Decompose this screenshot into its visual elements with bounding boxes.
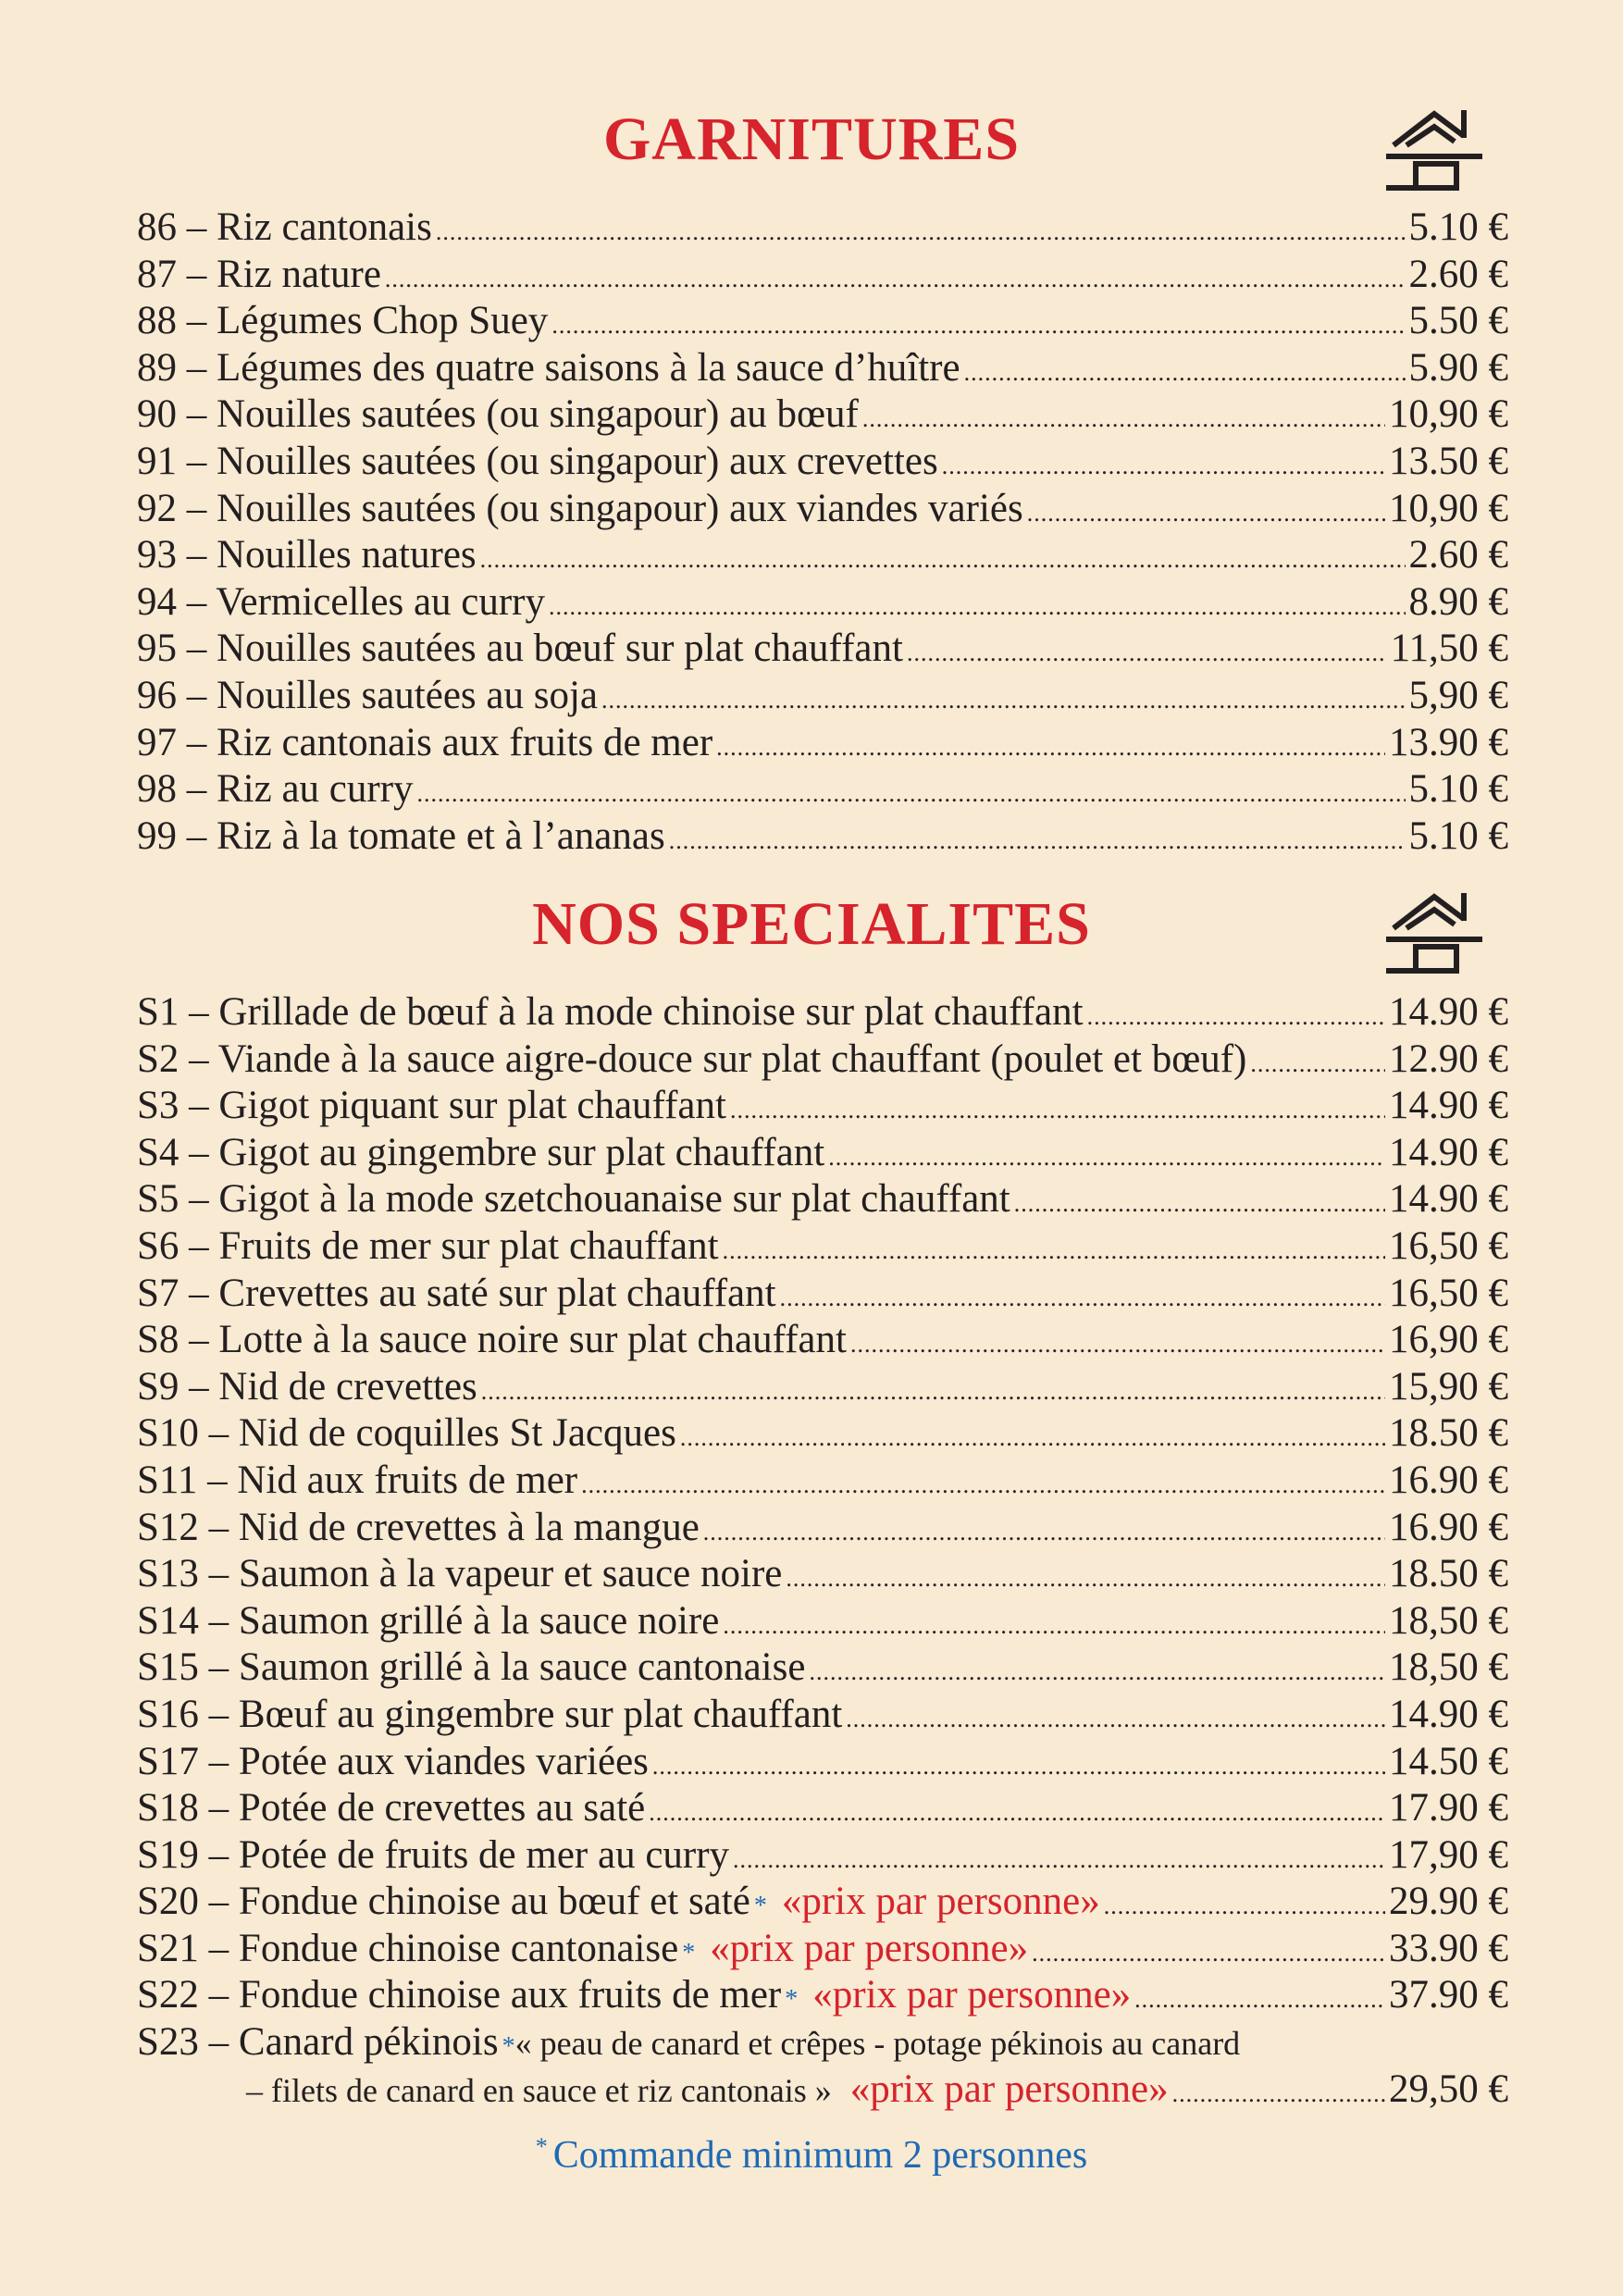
specialites-title: NOS SPECIALITES — [532, 890, 1091, 958]
menu-item-s23 — [137, 2019, 1508, 2066]
price-note: «prix par personne» — [710, 1926, 1029, 1970]
item-label: S17 – Potée aux viandes variées — [137, 1739, 649, 1783]
item-label: S7 – Crevettes au saté sur plat chauffant — [137, 1271, 776, 1315]
item-price: 14.90 € — [1389, 1084, 1508, 1128]
item-price: 16.90 € — [1389, 1458, 1508, 1502]
item-label: 95 – Nouilles sautées au bœuf sur plat chauffant — [137, 627, 903, 671]
dot-leader — [723, 1228, 1385, 1275]
item-label: 86 – Riz cantonais — [137, 205, 432, 249]
menu-item — [137, 1785, 1508, 1832]
dot-leader — [809, 1649, 1385, 1696]
item-price: 11,50 € — [1390, 627, 1508, 671]
dot-leader — [549, 584, 1405, 631]
dot-leader — [862, 396, 1385, 443]
house-logo-svg — [1386, 108, 1482, 192]
item-label: 97 – Riz cantonais aux fruits de mer — [137, 720, 713, 764]
dot-leader — [436, 209, 1406, 256]
dot-leader — [649, 1790, 1385, 1837]
dot-leader — [581, 1462, 1385, 1509]
item-label: S2 – Viande à la sauce aigre-douce sur plat chauffant (poulet et bœuf) — [137, 1036, 1247, 1081]
dot-leader — [786, 1556, 1385, 1603]
menu-item — [137, 1458, 1508, 1505]
item-label: 96 – Nouilles sautées au soja — [137, 673, 598, 717]
item-price: 18.50 € — [1389, 1411, 1508, 1456]
item-label: S15 – Saumon grillé à la sauce cantonaise — [137, 1645, 806, 1690]
menu-item — [137, 1972, 1508, 2019]
item-label: 92 – Nouilles sautées (ou singapour) aux viandes variés — [137, 486, 1023, 530]
menu-item — [137, 439, 1508, 486]
menu-item — [137, 1505, 1508, 1552]
item-label: S21 – Fondue chinoise cantonaise — [137, 1926, 679, 1970]
item-price: 5.50 € — [1408, 299, 1508, 343]
dot-leader — [780, 1275, 1385, 1322]
dot-leader — [907, 630, 1387, 677]
item-price: 8.90 € — [1408, 579, 1508, 624]
house-logo-svg — [1386, 891, 1482, 974]
item-label: S13 – Saumon à la vapeur et sauce noire — [137, 1552, 783, 1596]
item-price: 33.90 € — [1389, 1926, 1508, 1970]
menu-item — [137, 1832, 1508, 1880]
dot-leader — [551, 303, 1405, 350]
item-price: 2.60 € — [1408, 252, 1508, 296]
menu-item-s23-continued — [137, 2066, 1508, 2114]
item-label: 93 – Nouilles natures — [137, 533, 477, 577]
item-label: S10 – Nid de coquilles St Jacques — [137, 1411, 676, 1456]
menu-item — [137, 1644, 1508, 1692]
menu-item — [137, 813, 1508, 861]
item-label: 89 – Légumes des quatre saisons à la sauce d’huître — [137, 345, 960, 390]
item-price: 29.90 € — [1389, 1880, 1508, 1924]
footnote-asterisk: * — [535, 2133, 548, 2160]
item-label: 87 – Riz nature — [137, 252, 381, 296]
item-label: S3 – Gigot piquant sur plat chauffant — [137, 1084, 726, 1128]
menu-item — [137, 1410, 1508, 1458]
item-price: 5.10 € — [1408, 205, 1508, 249]
item-label: 98 – Riz au curry — [137, 767, 414, 812]
dot-leader — [964, 350, 1406, 397]
dot-leader — [1032, 1930, 1385, 1978]
price-note: «prix par personne» — [781, 1880, 1100, 1924]
menu-item — [137, 1739, 1508, 1786]
item-label: S23 – Canard pékinois — [137, 2020, 499, 2065]
item-price: 37.90 € — [1389, 1973, 1508, 2017]
menu-item — [137, 252, 1508, 299]
item-price: 14.90 € — [1389, 1130, 1508, 1174]
menu-item — [137, 579, 1508, 627]
item-price: 14.90 € — [1389, 990, 1508, 1034]
dot-leader — [652, 1744, 1385, 1791]
dot-leader — [680, 1415, 1385, 1462]
item-label: S4 – Gigot au gingembre sur plat chauffant — [137, 1130, 825, 1174]
item-price: 18,50 € — [1389, 1645, 1508, 1690]
item-price: 16,90 € — [1389, 1318, 1508, 1362]
menu-item — [137, 532, 1508, 579]
menu-item — [137, 391, 1508, 439]
item-label: S12 – Nid de crevettes à la mangue — [137, 1505, 700, 1549]
item-label: 90 – Nouilles sautées (ou singapour) au bœuf — [137, 392, 859, 437]
item-price: 29,50 € — [1389, 2066, 1508, 2111]
asterisk: * — [682, 1938, 696, 1967]
menu-item — [137, 1598, 1508, 1645]
item-label: 94 – Vermicelles au curry — [137, 579, 546, 624]
menu-item — [137, 1879, 1508, 1926]
dot-leader — [1250, 1041, 1385, 1088]
item-price: 13.90 € — [1389, 720, 1508, 764]
item-price: 5,90 € — [1408, 673, 1508, 717]
item-price: 17.90 € — [1389, 1786, 1508, 1831]
menu-item — [137, 1036, 1508, 1084]
menu-item — [137, 1317, 1508, 1364]
item-label: S16 – Bœuf au gingembre sur plat chauffant — [137, 1692, 843, 1736]
menu-item — [137, 1223, 1508, 1271]
item-label: 88 – Légumes Chop Suey — [137, 299, 549, 343]
dot-leader — [723, 1603, 1385, 1650]
dot-leader — [480, 537, 1406, 584]
menu-item — [137, 1364, 1508, 1411]
menu-item — [137, 673, 1508, 720]
menu-item — [137, 989, 1508, 1036]
dot-leader — [385, 256, 1406, 304]
item-price: 10,90 € — [1389, 486, 1508, 530]
menu-item — [137, 720, 1508, 767]
dot-leader — [716, 725, 1385, 772]
menu-item — [137, 1551, 1508, 1598]
dot-leader — [850, 1322, 1385, 1369]
item-price: 10,90 € — [1389, 392, 1508, 437]
dot-leader — [1014, 1181, 1385, 1228]
item-price: 12.90 € — [1389, 1036, 1508, 1081]
item-label: S5 – Gigot à la mode szetchouanaise sur plat chauffant — [137, 1177, 1010, 1222]
asterisk: * — [753, 1892, 767, 1921]
price-note: «prix par personne» — [812, 1973, 1132, 2017]
item-price: 5.10 € — [1408, 813, 1508, 858]
dot-leader — [1172, 2071, 1385, 2118]
fondues-items — [137, 1879, 1508, 2019]
item-label: S18 – Potée de crevettes au saté — [137, 1786, 646, 1831]
menu-item — [137, 1130, 1508, 1177]
item-price: 15,90 € — [1389, 1364, 1508, 1409]
menu-item — [137, 1176, 1508, 1223]
specialites-list — [137, 989, 1508, 2113]
menu-item — [137, 1083, 1508, 1130]
item-label: S1 – Grillade de bœuf à la mode chinoise sur plat chauffant — [137, 990, 1084, 1034]
asterisk: * — [785, 1985, 799, 2015]
item-label: S14 – Saumon grillé à la sauce noire — [137, 1598, 720, 1643]
dot-leader — [942, 443, 1385, 490]
s23-description-line1: « peau de canard et crêpes - potage pékinois au canard — [514, 2025, 1241, 2063]
item-label: 91 – Nouilles sautées (ou singapour) aux crevettes — [137, 439, 938, 483]
item-price: 14.90 € — [1389, 1692, 1508, 1736]
specialites-items — [137, 989, 1508, 1879]
item-label: S8 – Lotte à la sauce noire sur plat chauffant — [137, 1318, 847, 1362]
menu-item — [137, 205, 1508, 252]
dot-leader — [481, 1369, 1385, 1416]
item-label: S20 – Fondue chinoise au bœuf et saté — [137, 1880, 750, 1924]
item-price: 17,90 € — [1389, 1832, 1508, 1877]
menu-item — [137, 766, 1508, 813]
footnote — [0, 2133, 1623, 2178]
dot-leader — [733, 1837, 1385, 1884]
item-price: 13.50 € — [1389, 439, 1508, 483]
menu-item — [137, 1271, 1508, 1318]
item-price: 14.90 € — [1389, 1177, 1508, 1222]
garnitures-title: GARNITURES — [602, 105, 1021, 173]
item-label: S19 – Potée de fruits de mer au curry — [137, 1832, 730, 1877]
menu-item — [137, 345, 1508, 392]
dot-leader — [1087, 994, 1385, 1041]
dot-leader — [1027, 490, 1385, 538]
item-price: 5.10 € — [1408, 767, 1508, 812]
item-price: 16.90 € — [1389, 1505, 1508, 1549]
item-price: 18.50 € — [1389, 1552, 1508, 1596]
item-price: 2.60 € — [1408, 533, 1508, 577]
asterisk: * — [502, 2032, 515, 2062]
item-price: 14.50 € — [1389, 1739, 1508, 1783]
dot-leader — [703, 1509, 1385, 1557]
house-logo-icon — [1386, 108, 1482, 192]
menu-item — [137, 626, 1508, 673]
item-label: S9 – Nid de crevettes — [137, 1364, 477, 1409]
item-label: S6 – Fruits de mer sur plat chauffant — [137, 1223, 719, 1268]
dot-leader — [1134, 1977, 1385, 2024]
menu-item — [137, 298, 1508, 345]
item-price: 18,50 € — [1389, 1598, 1508, 1643]
item-price: 16,50 € — [1389, 1223, 1508, 1268]
menu-item — [137, 1692, 1508, 1739]
price-note: «prix par personne» — [849, 2066, 1169, 2111]
menu-item — [137, 1926, 1508, 1973]
dot-leader — [1104, 1883, 1385, 1930]
dot-leader — [601, 677, 1406, 725]
garnitures-list — [137, 205, 1508, 860]
dot-leader — [669, 818, 1406, 865]
item-label: 99 – Riz à la tomate et à l’ananas — [137, 813, 665, 858]
dot-leader — [417, 771, 1406, 818]
house-logo-icon — [1386, 891, 1482, 974]
s23-description-line2: – filets de canard en sauce et riz cantonais » — [246, 2071, 832, 2109]
menu-item — [137, 486, 1508, 533]
item-price: 16,50 € — [1389, 1271, 1508, 1315]
dot-leader — [828, 1135, 1385, 1182]
dot-leader — [730, 1087, 1385, 1135]
item-label: S11 – Nid aux fruits de mer — [137, 1458, 578, 1502]
item-label: S22 – Fondue chinoise aux fruits de mer — [137, 1973, 782, 2017]
footnote-text: Commande minimum 2 personnes — [552, 2134, 1088, 2177]
item-price: 5.90 € — [1408, 345, 1508, 390]
dot-leader — [846, 1696, 1385, 1744]
